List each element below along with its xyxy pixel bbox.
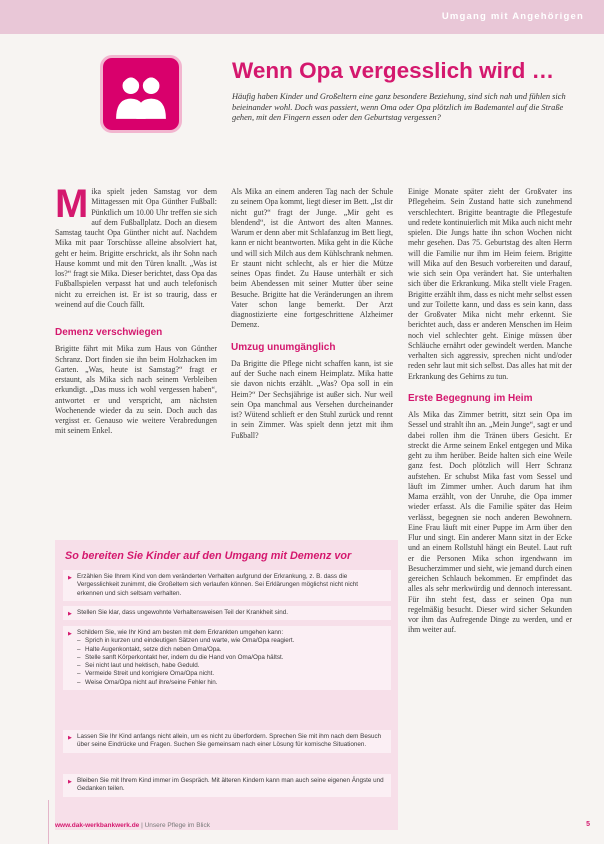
footer-separator: | [139, 822, 145, 829]
bullet-icon: ▶ [68, 611, 72, 617]
paragraph: Als Mika an einem anderen Tag nach der Schule zu seinem Opa kommt, liegt dieser im Bett. „Ist dir nicht gut?“ fragt der Junge. „Mir geht es blendend“, ist die Antwort des alten Mannes. Warum er denn aber mit Schlafanzug im Bett liegt, kann er nicht beantworten. Mika geht in die Küche und will sich Milch aus dem Kühlschrank nehmen. Er staunt nicht schlecht, als er hier die Mütze seines Opas findet. Zu Hause unterhält er sich beim Abendessen mit seiner Mutter über seine Besuche. Brigitte hat die Veränderungen an ihrem Vater schon lange bemerkt. Der Arzt diagnostizierte eine fortgeschrittene Alzheimer Demenz. [231, 187, 393, 330]
bullet-icon: ▶ [68, 779, 72, 785]
two-people-icon [100, 55, 182, 133]
article-deck: Häufig haben Kinder und Großeltern eine ganz besondere Beziehung, sind sich nah und fühlen sich beieinander wohl. Doch was passiert, wenn Oma oder Opa plötzlich im Bademantel auf die Straße gehen, mit den Fingern essen oder den Geburtstag vergessen? [232, 92, 566, 123]
intro-paragraph [55, 182, 217, 310]
margin-rule [48, 800, 49, 844]
page-number: 5 [586, 821, 590, 828]
column-1 [55, 182, 217, 437]
sublist-item: – Vermeide Streit und korrigiere Oma/Opa nicht. [77, 670, 385, 678]
page-footer [55, 822, 210, 829]
column-2 [231, 187, 393, 441]
tip-item [63, 730, 391, 753]
bullet-icon: ▶ [68, 631, 72, 637]
intro-text: ika spielt jeden Samstag vor dem Mittagessen mit Opa Günther Fußball: Pünktlich um 10.00 Uhr treffen sie sich auf dem Fußballplatz. Doch an diesem Samstag taucht Opa Günther nicht auf. Nachdem Mika mit paar Torschüsse alleine absolviert hat, geht er heim. Brigitte erschrickt, als ihr Sohn nach Hause kommt und mit den Türen knallt. „Was ist los?“ fragt sie Mika. Dieser berichtet, dass Opa das Fußballspielen verpasst hat und auch telefonisch nicht zu erreichen ist. Er ist so traurig, dass er weinend auf die Couch fällt. [55, 187, 217, 309]
sublist-item: – Sei nicht laut und hektisch, habe Geduld. [77, 662, 385, 670]
subhead-umzug: Umzug unumgänglich [231, 341, 336, 353]
sublist-item: – Stelle sanft Körperkontakt her, indem du die Hand von Oma/Opa hältst. [77, 654, 385, 662]
subhead-begegnung: Erste Begegnung im Heim [408, 392, 533, 404]
paragraph: Als Mika das Zimmer betritt, sitzt sein Opa im Sessel und strahlt ihn an. „Mein Junge“, sagt er und dabei rollen ihm die Tränen übers Gesicht. Er streckt die Arme seinem Enkel entgegen und Mika geht zu ihm herüber. Beide halten sich eine Weile ganz fest. Doch plötzlich will Herr Schranz aufstehen. Er schubst Mika fast vom Sessel und läuft im Zimmer umher. Auch darum hat ihm Mama erzählt, von der Unruhe, die Opa immer wieder erfasst. Als die Familie später das Heim verlässt, begegnen sie noch anderen Bewohnern. Eine Frau läuft mit einer Puppe im Arm über den Flur und singt. Ein anderer Mann sitzt in der Ecke und an einem Rollstuhl hängt ein Beutel. Laut ruft er die Personen Mika schon irgendwann im Besucherzimmer und sieht, wie jemand durch einen gereichen Schlauch bekommen. Er empfindet das alles als sehr merkwürdig und dennoch interessant. Für ihn steht fest, dass er seinen Opa nun regelmäßig besucht. Dieser wird sicher Sekunden vor ihm das Aufregende Dinge zu werden, und er ihm weiter auf. [408, 410, 572, 635]
tip-text: Schildern Sie, wie Ihr Kind am besten mit dem Erkrankten umgehen kann: [77, 629, 284, 636]
paragraph: Brigitte fährt mit Mika zum Haus von Günther Schranz. Dort finden sie ihn beim Holzhacken im Garten. „Was, heute ist Samstag?“ fragt er erstaunt, als Mika sich nach seinem Verbleiben erkundigt. „Das muss ich wohl vergessen haben“, antwortet er und verspricht, am nächsten Wochenende wieder da zu sein. Doch auch das vergisst er. Genauso wie weitere Verabredungen mit seinem Enkel. [55, 344, 217, 436]
tip-text: Bleiben Sie mit Ihrem Kind immer im Gespräch. Mit älteren Kindern kann man auch seine eigenen Ängste und Gedanken teilen. [77, 777, 384, 793]
tip-item [63, 570, 391, 601]
paragraph: Da Brigitte die Pflege nicht schaffen kann, ist sie auf der Suche nach einem Heimplatz. Mika hatte sie davon nichts erzählt. „Was? Opa soll in ein Heim?“ Der Sechsjährige ist außer sich. Nur weil sein Opa manchmal aus Versehen durcheinander ist? Wütend schlieft er den Stuhl zurück und rennt in sein Zimmer. Was spielt denn jetzt mit ihm Fußball? [231, 358, 393, 440]
subhead-demenz: Demenz verschwiegen [55, 327, 163, 338]
sublist-item: – Weise Oma/Opa nicht auf ihre/seine Fehler hin. [77, 679, 385, 687]
drop-cap: M [55, 182, 89, 226]
tip-box-title: So bereiten Sie Kinder auf den Umgang mit Demenz vor [65, 550, 352, 562]
footer-section: Unsere Pflege im Blick [144, 822, 210, 829]
tip-text: Erzählen Sie Ihrem Kind von dem veränderten Verhalten aufgrund der Erkrankung, z. B. dass die Vergesslichkeit zunimmt, die Großeltern sich verlaufen können. Sei Erklärungen möglichst nicht nicht erkennen und sich seltsam verhalten. [77, 573, 359, 597]
section-header-bar [0, 0, 604, 34]
bullet-icon: ▶ [68, 735, 72, 741]
article-headline: Wenn Opa vergesslich wird … [232, 58, 555, 83]
tip-sublist [77, 637, 385, 687]
tip-item [63, 606, 391, 620]
tip-text: Stellen Sie klar, dass ungewohnte Verhaltensweisen Teil der Krankheit sind. [77, 609, 288, 616]
bullet-icon: ▶ [68, 575, 72, 581]
sublist-item: – Sprich in kurzen und eindeutigen Sätzen und warte, wie Oma/Opa reagiert. [77, 637, 385, 645]
tip-text: Lassen Sie Ihr Kind anfangs nicht allein, um es nicht zu überfordern. Sprechen Sie mit ihm nach dem Besuch über seine Eindrücke und Fragen. Suchen Sie gemeinsam nach einer Lösung für komische Situationen. [77, 733, 382, 749]
tip-box [55, 540, 398, 830]
tip-item [63, 626, 391, 690]
paragraph: Einige Monate später zieht der Großvater ins Pflegeheim. Sein Zustand hatte sich zunehmend verschlechtert. Brigitte beantragte die Pflegestufe und redete kontinuierlich mit Mika auch nicht mehr spielen. Die Jungs hatte ihn schon Wochen nicht mehr gesehen. Das 75. Geburtstag des alten Herrn will die Familie nur ihm im Heim feiern. Brigitte will Mika auf den Besuch vorbereiten und darauf, wie sich sein Opa verändert hat. Sie unterhalten sich über die Erkrankung. Mika stellt viele Fragen. Brigitte erzählt ihm, dass es nicht mehr selbst essen und zur Toilette kann, und dass es sein kann, dass der Großvater Mika nicht mehr erkennt. Sie berichtet auch, dass er anderen Menschen im Heim noch viel schlechter geht. Einige müssen über Schläuche ernährt oder gewindelt werden. Manche verhalten sich aggressiv, sprechen nicht und/oder reden sehr laut mit sich selbst. Das alles hat mit der Erkrankung des Gehirns zu tun. [408, 187, 572, 381]
footer-url[interactable]: www.dak-werkbankwerk.de [55, 822, 140, 829]
section-label: Umgang mit Angehörigen [441, 11, 584, 22]
column-3 [408, 187, 572, 636]
tip-item [63, 774, 391, 797]
sublist-item: – Halte Augenkontakt, setze dich neben Oma/Opa. [77, 646, 385, 654]
